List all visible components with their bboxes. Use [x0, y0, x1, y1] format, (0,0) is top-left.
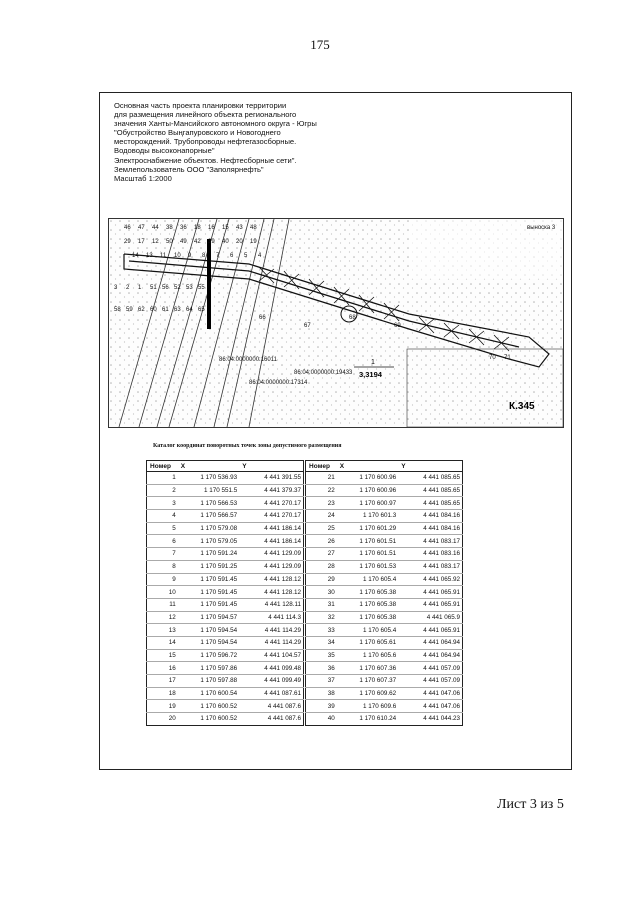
y-coordinate: 4 441 128.12	[239, 573, 303, 586]
y-coordinate: 4 441 084.16	[398, 510, 462, 523]
row-number: 30	[306, 586, 337, 599]
title-line: Электроснабжение объектов. Нефтесборные сети".	[114, 155, 297, 165]
row-number: 4	[147, 510, 178, 523]
x-coordinate: 1 170 600.97	[337, 497, 398, 510]
y-coordinate: 4 441 057.09	[398, 675, 462, 688]
row-number: 36	[306, 662, 337, 675]
y-coordinate: 4 441 065.9	[398, 611, 462, 624]
x-coordinate: 1 170 605.6	[337, 649, 398, 662]
table-row	[306, 560, 463, 573]
table-row	[306, 700, 463, 713]
table-row	[306, 713, 463, 726]
row-number: 12	[147, 611, 178, 624]
y-coordinate: 4 441 083.16	[398, 548, 462, 561]
point-label: 53	[186, 285, 193, 291]
x-coordinate: 1 170 609.62	[337, 687, 398, 700]
title-line: Основная часть проекта планировки территории	[114, 101, 287, 110]
header-y: Y	[239, 461, 303, 472]
point-label: 51	[150, 285, 157, 291]
row-number: 9	[147, 573, 178, 586]
x-coordinate: 1 170 597.88	[178, 675, 239, 688]
table-row	[306, 649, 463, 662]
x-coordinate: 1 170 605.38	[337, 611, 398, 624]
table-row	[147, 573, 304, 586]
table-row	[147, 560, 304, 573]
point-label: 8	[202, 253, 206, 259]
x-coordinate: 1 170 591.45	[178, 573, 239, 586]
row-number: 26	[306, 535, 337, 548]
point-label: 64	[186, 307, 193, 313]
row-number: 18	[147, 687, 178, 700]
table-row	[306, 535, 463, 548]
point-label: 58	[114, 307, 121, 313]
point-label: 66	[259, 315, 266, 321]
y-coordinate: 4 441 065.91	[398, 586, 462, 599]
x-coordinate: 1 170 605.38	[337, 586, 398, 599]
header-y: Y	[398, 461, 462, 472]
header-number: Номер	[306, 461, 337, 472]
table-row	[147, 700, 304, 713]
table-row	[147, 598, 304, 611]
point-label: 39	[208, 239, 215, 245]
table-row	[306, 522, 463, 535]
point-label: 67	[304, 323, 311, 329]
table-row	[147, 548, 304, 561]
point-label: 46	[124, 225, 131, 231]
x-coordinate: 1 170 594.54	[178, 624, 239, 637]
row-number: 11	[147, 598, 178, 611]
point-label: 55	[198, 285, 205, 291]
coordinates-table-right	[305, 460, 463, 726]
point-label: 56	[162, 285, 169, 291]
y-coordinate: 4 441 128.11	[239, 598, 303, 611]
row-number: 21	[306, 472, 337, 485]
x-coordinate: 1 170 609.6	[337, 700, 398, 713]
page-number: 175	[310, 37, 330, 52]
point-label: 43	[236, 225, 243, 231]
point-label: 16	[208, 225, 215, 231]
x-coordinate: 1 170 601.3	[337, 510, 398, 523]
point-label: 48	[250, 225, 257, 231]
point-label: 60	[150, 307, 157, 313]
x-coordinate: 1 170 591.25	[178, 560, 239, 573]
row-number: 32	[306, 611, 337, 624]
table-row	[147, 472, 304, 485]
header-number: Номер	[147, 461, 178, 472]
catalog-title: Каталог координат поворотных точек зоны допустимого размещения	[153, 443, 342, 449]
point-label: 44	[152, 225, 159, 231]
point-label: 68	[349, 315, 356, 321]
table-row	[147, 510, 304, 523]
point-label: 7	[216, 253, 220, 259]
point-label: 1	[138, 285, 142, 291]
x-coordinate: 1 170 596.72	[178, 649, 239, 662]
point-label: 70	[489, 355, 496, 361]
y-coordinate: 4 441 084.16	[398, 522, 462, 535]
table-row	[306, 484, 463, 497]
x-coordinate: 1 170 591.45	[178, 598, 239, 611]
row-number: 2	[147, 484, 178, 497]
row-number: 19	[147, 700, 178, 713]
point-label: 20	[236, 239, 243, 245]
table-row	[147, 636, 304, 649]
row-number: 40	[306, 713, 337, 726]
row-number: 33	[306, 624, 337, 637]
y-coordinate: 4 441 099.48	[239, 662, 303, 675]
row-number: 3	[147, 497, 178, 510]
x-coordinate: 1 170 597.86	[178, 662, 239, 675]
y-coordinate: 4 441 104.57	[239, 649, 303, 662]
table-row	[306, 624, 463, 637]
table-row	[147, 687, 304, 700]
header-x: X	[178, 461, 239, 472]
callout-label: выноска 3	[527, 225, 556, 231]
table-header-row	[147, 461, 304, 472]
table-row	[147, 649, 304, 662]
y-coordinate: 4 441 186.14	[239, 535, 303, 548]
x-coordinate: 1 170 566.53	[178, 497, 239, 510]
header-x: X	[337, 461, 398, 472]
x-coordinate: 1 170 605.61	[337, 636, 398, 649]
row-number: 16	[147, 662, 178, 675]
x-coordinate: 1 170 600.54	[178, 687, 239, 700]
x-coordinate: 1 170 594.57	[178, 611, 239, 624]
x-coordinate: 1 170 607.36	[337, 662, 398, 675]
row-number: 15	[147, 649, 178, 662]
y-coordinate: 4 441 114.29	[239, 624, 303, 637]
x-coordinate: 1 170 591.45	[178, 586, 239, 599]
y-coordinate: 4 441 065.91	[398, 624, 462, 637]
point-label: 65	[198, 307, 205, 313]
x-coordinate: 1 170 601.53	[337, 560, 398, 573]
x-coordinate: 1 170 605.4	[337, 573, 398, 586]
row-number: 17	[147, 675, 178, 688]
y-coordinate: 4 441 083.17	[398, 535, 462, 548]
x-coordinate: 1 170 600.52	[178, 713, 239, 726]
title-line: Землепользователь ООО "Заполярнефть"	[114, 164, 264, 174]
row-number: 39	[306, 700, 337, 713]
table-row	[147, 675, 304, 688]
point-label: 18	[194, 225, 201, 231]
y-coordinate: 4 441 087.61	[239, 687, 303, 700]
y-coordinate: 4 441 044.23	[398, 713, 462, 726]
row-number: 29	[306, 573, 337, 586]
map-drawing	[109, 219, 563, 427]
y-coordinate: 4 441 085.65	[398, 472, 462, 485]
y-coordinate: 4 441 064.94	[398, 649, 462, 662]
point-label: 40	[222, 239, 229, 245]
title-line: Водоводы высоконапорные"	[114, 146, 215, 156]
title-block	[114, 101, 374, 183]
table-row	[147, 624, 304, 637]
area-fraction-numerator: 1	[371, 359, 375, 366]
title-line: месторождений. Трубопроводы нефтегазосборные.	[114, 137, 297, 147]
row-number: 34	[306, 636, 337, 649]
y-coordinate: 4 441 065.91	[398, 598, 462, 611]
row-number: 28	[306, 560, 337, 573]
point-label: 38	[166, 225, 173, 231]
y-coordinate: 4 441 186.14	[239, 522, 303, 535]
point-label: 14	[132, 253, 139, 259]
point-label: 17	[138, 239, 145, 245]
point-label: 36	[180, 225, 187, 231]
point-label: 19	[250, 239, 257, 245]
x-coordinate: 1 170 605.4	[337, 624, 398, 637]
y-coordinate: 4 441 270.17	[239, 510, 303, 523]
x-coordinate: 1 170 607.37	[337, 675, 398, 688]
y-coordinate: 4 441 057.09	[398, 662, 462, 675]
table-row	[147, 484, 304, 497]
y-coordinate: 4 441 114.3	[239, 611, 303, 624]
y-coordinate: 4 441 047.06	[398, 687, 462, 700]
x-coordinate: 1 170 605.38	[337, 598, 398, 611]
point-label: 12	[152, 239, 159, 245]
table-row	[306, 586, 463, 599]
title-line: значения Ханты-Мансийского автономного округа - Югры	[114, 119, 317, 129]
point-label: 5	[244, 253, 248, 259]
point-label: 63	[174, 307, 181, 313]
table-row	[306, 636, 463, 649]
row-number: 31	[306, 598, 337, 611]
x-coordinate: 1 170 536.93	[178, 472, 239, 485]
row-number: 6	[147, 535, 178, 548]
x-coordinate: 1 170 610.24	[337, 713, 398, 726]
table-row	[147, 586, 304, 599]
table-row	[306, 598, 463, 611]
row-number: 14	[147, 636, 178, 649]
y-coordinate: 4 441 114.29	[239, 636, 303, 649]
y-coordinate: 4 441 379.37	[239, 484, 303, 497]
x-coordinate: 1 170 600.52	[178, 700, 239, 713]
x-coordinate: 1 170 600.96	[337, 472, 398, 485]
cadastral-label: 86:04:0000000:17314	[249, 380, 308, 386]
point-label: 42	[194, 239, 201, 245]
point-label: 61	[162, 307, 169, 313]
x-coordinate: 1 170 601.51	[337, 535, 398, 548]
row-number: 23	[306, 497, 337, 510]
table-row	[147, 611, 304, 624]
point-label: 4	[258, 253, 262, 259]
x-coordinate: 1 170 551.5	[178, 484, 239, 497]
table-row	[306, 497, 463, 510]
point-label: 9	[188, 253, 192, 259]
y-coordinate: 4 441 270.17	[239, 497, 303, 510]
y-coordinate: 4 441 065.92	[398, 573, 462, 586]
point-label: 50	[166, 239, 173, 245]
table-row	[147, 662, 304, 675]
site-plan-map	[108, 218, 564, 428]
drawing-frame	[99, 92, 572, 770]
row-number: 35	[306, 649, 337, 662]
row-number: 27	[306, 548, 337, 561]
row-number: 7	[147, 548, 178, 561]
parcel-label: К.345	[509, 401, 535, 412]
row-number: 1	[147, 472, 178, 485]
y-coordinate: 4 441 047.06	[398, 700, 462, 713]
point-label: 49	[180, 239, 187, 245]
table-row	[306, 675, 463, 688]
coordinates-table-left	[146, 460, 304, 726]
table-row	[306, 548, 463, 561]
point-label: 62	[138, 307, 145, 313]
cadastral-label: 86:04:0000000:19433	[294, 370, 353, 376]
title-line: для размещения линейного объекта регионального	[114, 110, 297, 120]
point-label: 10	[174, 253, 181, 259]
table-row	[306, 510, 463, 523]
y-coordinate: 4 441 099.49	[239, 675, 303, 688]
point-label: 52	[174, 285, 181, 291]
y-coordinate: 4 441 087.6	[239, 713, 303, 726]
row-number: 10	[147, 586, 178, 599]
x-coordinate: 1 170 601.51	[337, 548, 398, 561]
x-coordinate: 1 170 594.54	[178, 636, 239, 649]
y-coordinate: 4 441 129.09	[239, 548, 303, 561]
point-label: 59	[126, 307, 133, 313]
point-label: 6	[230, 253, 234, 259]
row-number: 8	[147, 560, 178, 573]
row-number: 13	[147, 624, 178, 637]
table-row	[147, 522, 304, 535]
x-coordinate: 1 170 600.96	[337, 484, 398, 497]
point-label: 13	[146, 253, 153, 259]
table-row	[306, 611, 463, 624]
row-number: 22	[306, 484, 337, 497]
table-row	[306, 687, 463, 700]
point-label: 71	[504, 355, 511, 361]
point-label: 69	[394, 323, 401, 329]
title-line: "Обустройство Выңгапуровского и Новогоднего	[114, 128, 281, 138]
table-header-row	[306, 461, 463, 472]
y-coordinate: 4 441 128.12	[239, 586, 303, 599]
scale-label: Масштаб 1:2000	[114, 173, 172, 183]
y-coordinate: 4 441 064.94	[398, 636, 462, 649]
x-coordinate: 1 170 601.29	[337, 522, 398, 535]
y-coordinate: 4 441 085.65	[398, 497, 462, 510]
table-row	[147, 713, 304, 726]
x-coordinate: 1 170 566.57	[178, 510, 239, 523]
table-row	[147, 535, 304, 548]
area-fraction-value: 3,3194	[359, 370, 382, 379]
table-row	[306, 662, 463, 675]
row-number: 5	[147, 522, 178, 535]
point-label: 2	[126, 285, 130, 291]
y-coordinate: 4 441 085.65	[398, 484, 462, 497]
row-number: 38	[306, 687, 337, 700]
row-number: 24	[306, 510, 337, 523]
y-coordinate: 4 441 129.09	[239, 560, 303, 573]
x-coordinate: 1 170 579.05	[178, 535, 239, 548]
y-coordinate: 4 441 083.17	[398, 560, 462, 573]
table-row	[147, 497, 304, 510]
point-label: 11	[160, 253, 167, 259]
cadastral-label: 86:04:0000000:16011	[219, 357, 277, 363]
point-label: 47	[138, 225, 145, 231]
table-row	[306, 472, 463, 485]
x-coordinate: 1 170 591.24	[178, 548, 239, 561]
row-number: 25	[306, 522, 337, 535]
row-number: 37	[306, 675, 337, 688]
point-label: 15	[222, 225, 229, 231]
x-coordinate: 1 170 579.08	[178, 522, 239, 535]
table-row	[306, 573, 463, 586]
y-coordinate: 4 441 087.6	[239, 700, 303, 713]
y-coordinate: 4 441 391.55	[239, 472, 303, 485]
row-number: 20	[147, 713, 178, 726]
sheet-label: Лист 3 из 5	[497, 797, 564, 812]
point-label: 29	[124, 239, 131, 245]
point-label: 3	[114, 285, 118, 291]
